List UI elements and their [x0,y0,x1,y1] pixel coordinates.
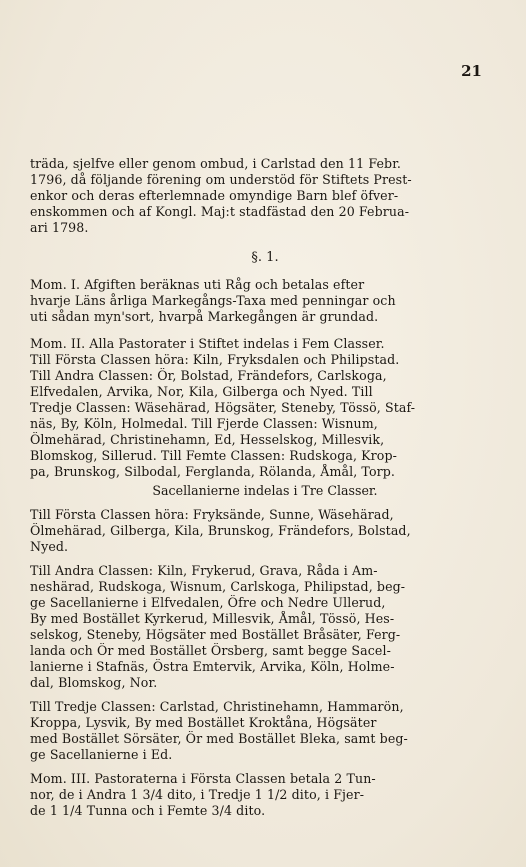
paragraph-second-class [30,563,500,691]
paragraph-intro [30,156,500,236]
text-line: ari 1798. [30,220,89,235]
paragraph-mom-1 [30,277,500,325]
text-line: dal, Blomskog, Nor. [30,675,158,690]
text-line: By med Bostället Kyrkerud, Millesvik, Åmål, Tössö, Hes- [30,611,395,626]
text-line: Ölmehärad, Gilberga, Kila, Brunskog, Frändefors, Bolstad, [30,523,411,538]
paragraph-third-class [30,699,500,763]
text-line: de 1 1/4 Tunna och i Femte 3/4 dito. [30,803,266,818]
text-line: uti sådan myn'sort, hvarpå Markegången är grundad. [30,309,379,324]
text-line: landa och Ör med Bostället Örsberg, samt begge Sacel- [30,643,391,658]
text-line: ge Sacellanierne i Ed. [30,747,173,762]
text-line: pa, Brunskog, Silbodal, Ferglanda, Rölanda, Åmål, Torp. [30,464,396,479]
paragraph-mom-3 [30,771,500,819]
text-line: Till Första Classen höra: Fryksände, Sunne, Wäsehärad, [30,507,394,522]
text-line: Kroppa, Lysvik, By med Bostället Kroktåna, Högsäter [30,715,377,730]
page-number: 21 [461,62,482,80]
paragraph-first-class [30,507,500,555]
text-line: träda, sjelfve eller genom ombud, i Carlstad den 11 Febr. [30,156,402,171]
paragraph-mom-2 [30,336,500,480]
text-line: selskog, Steneby, Högsäter med Bostället Bråsäter, Ferg- [30,627,401,642]
section-heading: §. 1. [251,250,279,265]
text-line: Till Första Classen höra: Kiln, Fryksdalen och Philipstad. [30,352,400,367]
text-line: Nyed. [30,539,69,554]
text-line: 1796, då följande förening om understöd för Stiftets Prest- [30,172,412,187]
subheading-sacellanierne: Sacellanierne indelas i Tre Classer. [152,483,378,498]
text-line: med Bostället Sörsäter, Ör med Bostället Bleka, samt beg- [30,731,408,746]
text-line: ge Sacellanierne i Elfvedalen, Öfre och Nedre Ullerud, [30,595,386,610]
text-line: Till Andra Classen: Ör, Bolstad, Frändefors, Carlskoga, [30,368,387,383]
text-line: enkor och deras efterlemnade omyndige Barn blef öfver- [30,188,399,203]
text-line: enskommen och af Kongl. Maj:t stadfästad den 20 Februa- [30,204,410,219]
text-line: Mom. I. Afgiften beräknas uti Råg och betalas efter [30,277,365,292]
text-line: näs, By, Köln, Holmedal. Till Fjerde Classen: Wisnum, [30,416,378,431]
text-line: Till Andra Classen: Kiln, Frykerud, Grava, Råda i Am- [30,563,378,578]
text-line: Elfvedalen, Arvika, Nor, Kila, Gilberga och Nyed. Till [30,384,373,399]
text-line: nor, de i Andra 1 3/4 dito, i Tredje 1 1/2 dito, i Fjer- [30,787,365,802]
text-line: Ölmehärad, Christinehamn, Ed, Hesselskog, Millesvik, [30,432,385,447]
text-line: Till Tredje Classen: Carlstad, Christinehamn, Hammarön, [30,699,404,714]
text-line: Mom. II. Alla Pastorater i Stiftet indelas i Fem Classer. [30,336,385,351]
text-line: lanierne i Stafnäs, Östra Emtervik, Arvika, Köln, Holme- [30,659,395,674]
text-line: hvarje Läns årliga Markegångs-Taxa med penningar och [30,293,396,308]
text-line: Tredje Classen: Wäsehärad, Högsäter, Steneby, Tössö, Staf- [30,400,416,415]
text-line: Blomskog, Sillerud. Till Femte Classen: Rudskoga, Krop- [30,448,398,463]
text-line: neshärad, Rudskoga, Wisnum, Carlskoga, Philipstad, beg- [30,579,406,594]
text-line: Mom. III. Pastoraterna i Första Classen betala 2 Tun- [30,771,376,786]
